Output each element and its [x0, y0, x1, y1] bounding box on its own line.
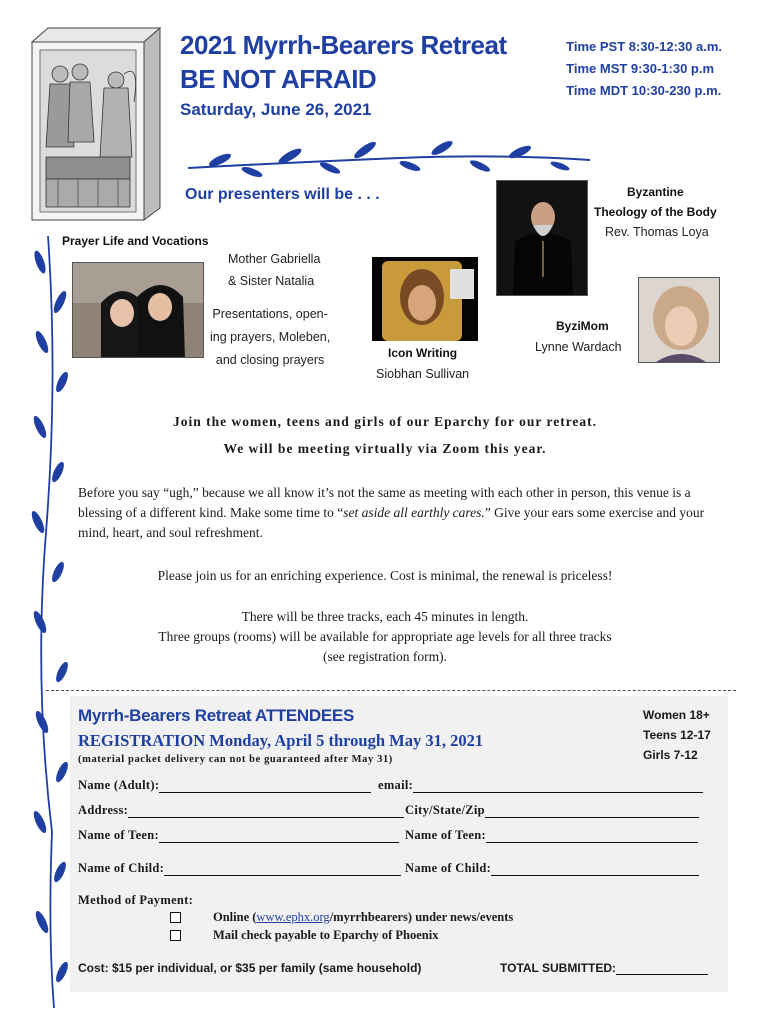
- photo-icon-writing: [372, 257, 478, 341]
- time-mst: Time MST 9:30-1:30 p.m: [566, 61, 715, 76]
- tracks-info: There will be three tracks, each 45 minutes in length. Three groups (rooms) will be available for appropriate age levels for all three tracks (see registration form).: [158, 609, 612, 664]
- track-icon-writing: Icon Writing: [388, 346, 458, 360]
- mail-checkbox[interactable]: [170, 930, 181, 941]
- payment-mail-option[interactable]: Mail check payable to Eparchy of Phoenix: [170, 928, 438, 943]
- retreat-theme: BE NOT AFRAID: [180, 64, 377, 94]
- payment-online-option[interactable]: Online (www.ephx.org/myrrhbearers) under news/events: [170, 910, 513, 925]
- presenter-siobhan-sullivan: Siobhan Sullivan: [376, 367, 470, 381]
- adult-name-field[interactable]: Name (Adult):: [78, 778, 371, 793]
- intro-line-2: We will be meeting virtually via Zoom this year.: [223, 441, 547, 456]
- city-state-zip-field[interactable]: City/State/Zip: [405, 803, 699, 818]
- registration-note: (material packet delivery can not be guaranteed after May 31): [78, 754, 393, 765]
- olive-branch-decoration: [180, 138, 600, 178]
- registration-dates: REGISTRATION Monday, April 5 through May 31, 2021: [78, 731, 484, 750]
- retreat-date: Saturday, June 26, 2021: [180, 100, 372, 119]
- address-field[interactable]: Address:: [78, 803, 404, 818]
- photo-lynne-wardach: [638, 277, 720, 363]
- intro-line-1: Join the women, teens and girls of our Eparchy for our retreat.: [172, 414, 598, 429]
- presenter-sister-natalia: & Sister Natalia: [228, 274, 315, 288]
- prayer-presenters: [222, 248, 320, 292]
- cost-info: Cost: $15 per individual, or $35 per family (same household): [78, 961, 422, 975]
- teen-name-field-1[interactable]: Name of Teen:: [78, 828, 399, 843]
- age-group-teens: Teens 12-17: [643, 728, 711, 742]
- child-name-field-2[interactable]: Name of Child:: [405, 861, 699, 876]
- retreat-title: 2021 Myrrh-Bearers Retreat: [180, 30, 507, 60]
- ephx-link[interactable]: www.ephx.org: [256, 910, 330, 924]
- age-group-women: Women 18+: [643, 708, 710, 722]
- photo-mother-gabriella-sister-natalia: [72, 262, 204, 358]
- presenter-lynne-wardach: Lynne Wardach: [535, 340, 622, 354]
- presenters-heading: Our presenters will be . . .: [185, 186, 380, 203]
- cut-line: [46, 690, 736, 691]
- track-prayer-life: Prayer Life and Vocations: [62, 234, 209, 248]
- track-theology: Byzantine Theology of the Body: [594, 185, 717, 219]
- payment-method-label: Method of Payment:: [78, 893, 194, 907]
- quote-set-aside-cares: set aside all earthly cares.: [343, 505, 485, 520]
- presenter-mother-gabriella: Mother Gabriella: [228, 252, 321, 266]
- email-field[interactable]: email:: [378, 778, 703, 793]
- time-zones: [566, 36, 722, 102]
- prayer-description: Presentations, open- ing prayers, Moleben, and closing prayers: [210, 307, 331, 367]
- time-pst: Time PST 8:30-12:30 a.m.: [566, 39, 722, 54]
- total-submitted-field[interactable]: TOTAL SUBMITTED:: [500, 961, 708, 975]
- age-groups: [643, 705, 711, 765]
- presenter-rev-thomas-loya: Rev. Thomas Loya: [605, 225, 709, 239]
- invitation-line: Please join us for an enriching experience. Cost is minimal, the renewal is priceless!: [157, 568, 613, 583]
- age-group-girls: Girls 7-12: [643, 748, 698, 762]
- photo-rev-thomas-loya: [496, 180, 588, 296]
- child-name-field-1[interactable]: Name of Child:: [78, 861, 401, 876]
- registration-title: Myrrh-Bearers Retreat ATTENDEES: [78, 706, 355, 725]
- online-checkbox[interactable]: [170, 912, 181, 923]
- teen-name-field-2[interactable]: Name of Teen:: [405, 828, 698, 843]
- myrrh-bearers-icon-image: [28, 22, 163, 222]
- intro-paragraph: Before you say “ugh,” because we all know it’s not the same as meeting with each other in person, this venue is a blessing of a different kind. Make some time to “set aside all earthly cares.” Give your ears some exercise and your mind, heart, and soul refreshment.: [78, 485, 705, 540]
- time-mdt: Time MDT 10:30-230 p.m.: [566, 83, 722, 98]
- track-byzimom: ByziMom: [556, 319, 609, 333]
